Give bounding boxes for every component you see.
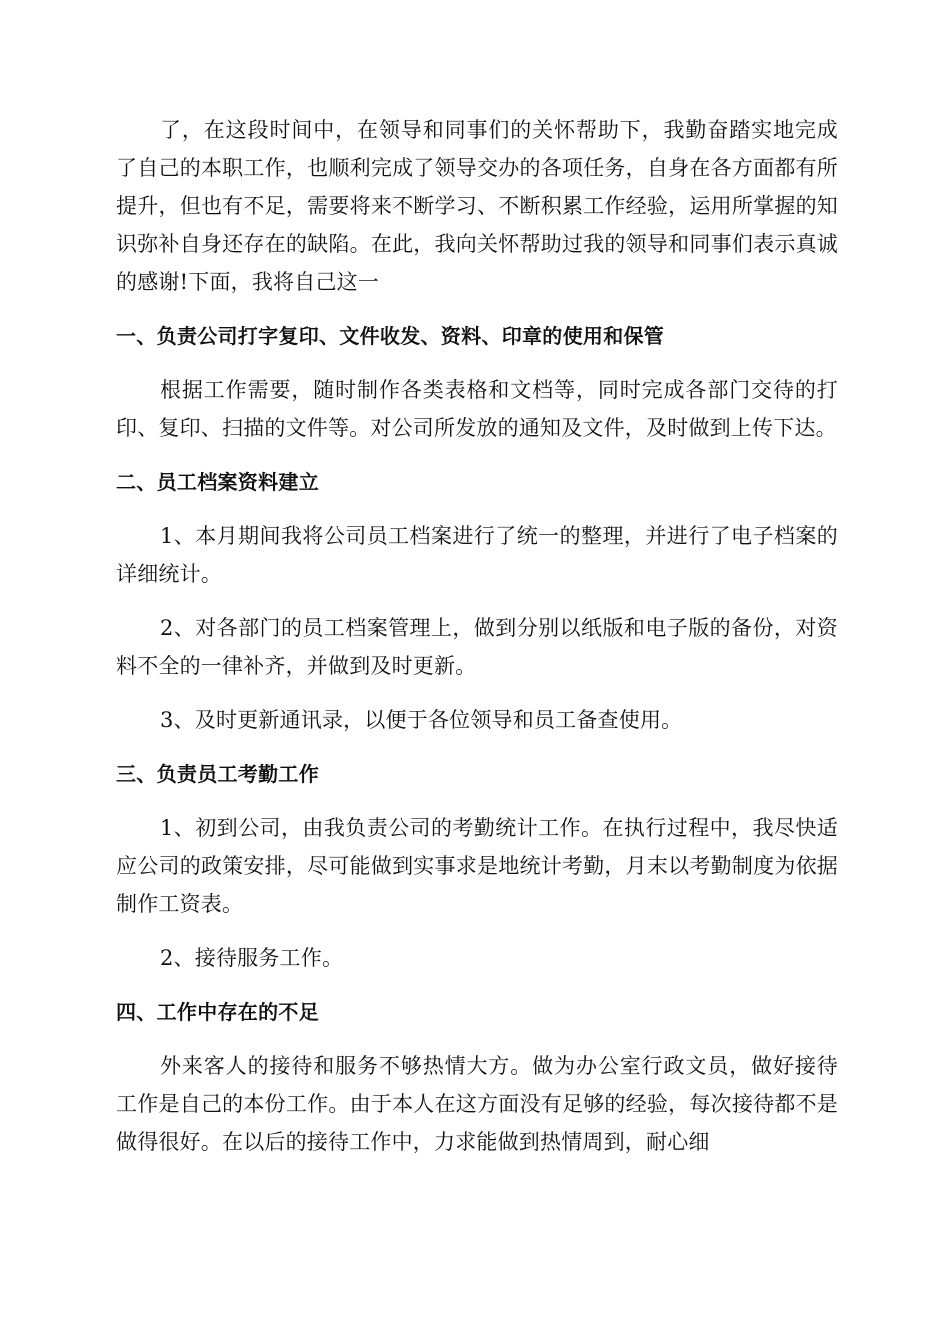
section-2-item-2: 2、对各部门的员工档案管理上，做到分别以纸版和电子版的备份，对资料不全的一律补齐，并做到及时更新。 — [116, 616, 838, 678]
section-heading-1: 一、负责公司打字复印、文件收发、资料、印章的使用和保管 — [116, 324, 665, 348]
section-1-paragraph: 根据工作需要，随时制作各类表格和文档等，同时完成各部门交待的打印、复印、扫描的文件等。对公司所发放的通知及文件，及时做到上传下达。 — [116, 378, 838, 440]
section-2-item-1: 1、本月期间我将公司员工档案进行了统一的整理，并进行了电子档案的详细统计。 — [116, 524, 838, 586]
section-3-item-2: 2、接待服务工作。 — [160, 946, 344, 970]
section-heading-2: 二、员工档案资料建立 — [116, 470, 319, 494]
section-2-item-3: 3、及时更新通讯录，以便于各位领导和员工备查使用。 — [160, 708, 683, 732]
section-heading-4: 四、工作中存在的不足 — [116, 1000, 319, 1024]
intro-paragraph: 了，在这段时间中，在领导和同事们的关怀帮助下，我勤奋踏实地完成了自己的本职工作，也顺利完成了领导交办的各项任务，自身在各方面都有所提升，但也有不足，需要将来不断学习、不断积累工作经验，运用所掌握的知识弥补自身还存在的缺陷。在此，我向关怀帮助过我的领导和同事们表示真诚的感谢!下面，我将自己这一 — [116, 118, 838, 294]
document-body — [116, 111, 838, 1177]
section-3-item-1: 1、初到公司，由我负责公司的考勤统计工作。在执行过程中，我尽快适应公司的政策安排，尽可能做到实事求是地统计考勤，月末以考勤制度为依据制作工资表。 — [116, 816, 838, 916]
section-heading-3: 三、负责员工考勤工作 — [116, 762, 319, 786]
section-4-paragraph: 外来客人的接待和服务不够热情大方。做为办公室行政文员，做好接待工作是自己的本份工作。由于本人在这方面没有足够的经验，每次接待都不是做得很好。在以后的接待工作中，力求能做到热情周到，耐心细 — [116, 1054, 838, 1154]
